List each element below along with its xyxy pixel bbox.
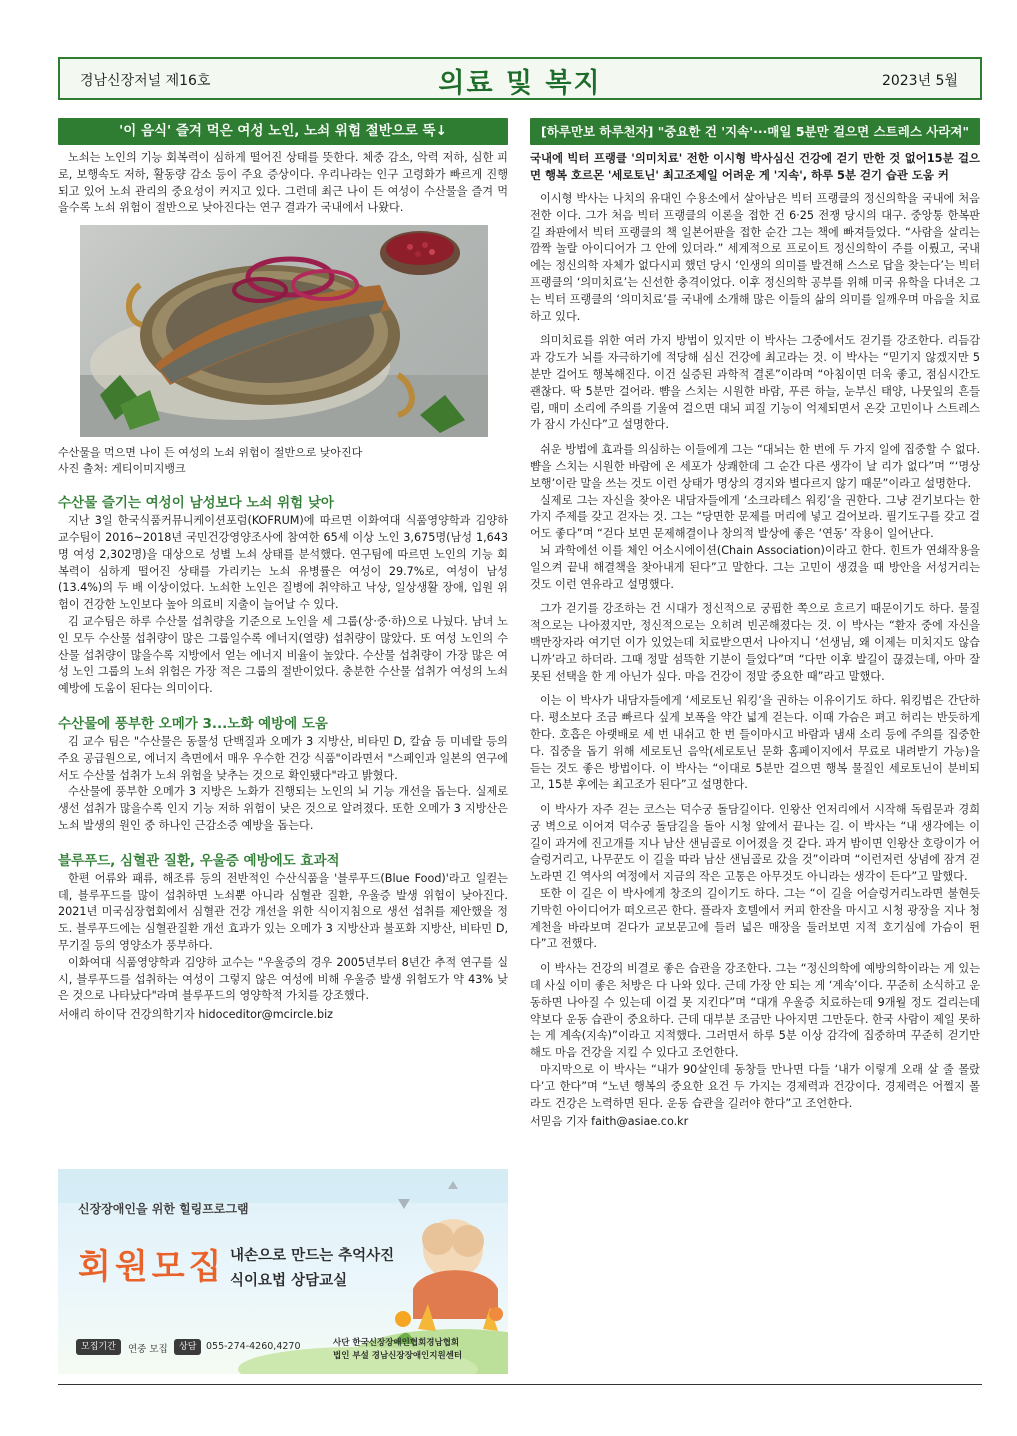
right-paragraph-8: 이 박사가 자주 걷는 코스는 덕수궁 돌담길이다. 인왕산 언저리에서 시작해 독립문과 경희궁 벽으로 이어져 덕수궁 돌담길을 돌아 시청 앞에서 끝나는 길. 이 박사는 “내 생각에는 이 길이 과거에 진고개를 지나 남산 샌님골로 이어졌을 것 같다. 과거 밤이면 인왕산 호랑이가 어슬렁거리고, 나무꾼도 이 길을 따라 남산 샌님골로 갔을 것”이라며 “이런저런 상념에 잠겨 걷노라면 긴 역사의 여정에서 지금의 작은 고통은 아무것도 아니라는 생각이 든다”고 말했다.	[530, 803, 980, 884]
section3-paragraph-1: 한편 어류와 패류, 해조류 등의 전반적인 수산식품을 '블루푸드(Blue Food)'라고 일컫는데, 블루푸드를 많이 섭취하면 노쇠뿐 아니라 심혈관 질환, 우울증 발생 위험이 낮아진다. 2021년 미국심장협회에서 심혈관 건강 개선을 위한 식이지침으로 생선 섭취를 제안했을 정도. 블루푸드에는 심혈관질환 개선 효과가 있는 오메가 3 지방산과 불포화 지방산, 비타민 D, 무기질 등의 영양소가 풍부하다.	[58, 871, 508, 952]
right-byline: 서믿음 기자 faith@asiae.co.kr	[530, 1115, 689, 1129]
right-headline-banner: [하루만보 하루천자] "중요한 건 '지속'···매일 5분만 걸으면 스트레스 사라져"	[530, 118, 980, 145]
right-paragraph-10: 이 박사는 건강의 비결로 좋은 습관을 강조한다. 그는 “정신의학에 예방의학이라는 게 있는데 사실 이미 좋은 처방은 다 나와 있다. 근데 가장 안 되는 게 ‘계속’이다. 꾸준히 소식하고 운동하면 나아질 수 있는데 이걸 못 지킨다”며 “대개 우울증 치료하는데 9개월 정도 걸리는데 약보다 운동 습관이 중요하다. 근데 대부분 조금만 나아지면 그만둔다. 한국 사람이 제일 못하는 게 계속(지속)”이라고 지적했다. 그러면서 하루 5분 이상 감각에 집중하며 꾸준히 걷기만 해도 마음 건강을 지킬 수 있다고 조언한다.	[530, 962, 980, 1060]
page-header	[58, 57, 982, 100]
left-headline-banner: '이 음식' 즐겨 먹은 여성 노인, 노쇠 위험 절반으로 뚝↓	[58, 118, 508, 145]
subheading-1: 수산물 즐기는 여성이 남성보다 노쇠 위험 낮아	[58, 495, 334, 512]
right-paragraph-11: 마지막으로 이 박사는 “내가 90살인데 동창들 만나면 다들 ‘내가 이렇게 오래 살 줄 몰랐다’고 한다”며 “노년 행복의 중요한 요건 두 가지는 경제력과 건강이다. 경제력은 어쩔지 몰라도 건강은 노력하면 된다. 운동 습관을 길러야 한다”고 조언한다.	[530, 1063, 980, 1110]
subheading-3: 블루푸드, 심혈관 질환, 우울증 예방에도 효과적	[58, 852, 340, 869]
ad-program-1: 내손으로 만드는 추억사진	[230, 1248, 395, 1264]
right-paragraph-1: 이시형 박사는 나치의 유대인 수용소에서 살아남은 빅터 프랭클의 정신의학을 국내에 처음 전한 이다. 그가 처음 빅터 프랭클의 이론을 접한 건 6·25 전쟁 당시의 대구. 중앙통 한복판 길 좌판에서 빅터 프랭클의 책 일본어판을 접한 순간 그는 책에 빠져들었다. “사람을 살리는 깜짝 놀랄 아이디어가 그 안에 있더라.” 세계적으로 프로이트 정신의학이 주를 이뤘고, 국내에는 정신의학 자체가 없다시피 했던 당시 ‘인생의 의미를 발견해 스스로 답을 찾는다’는 빅터 프랭클의 ‘의미치료’는 신선한 충격이었다. 이후 정신의학 공부를 위해 미국 유학을 다녀온 그는 빅터 프랭클의 ‘의미치료’를 국내에 소개해 많은 이들의 삶의 의미를 일깨우며 마음을 치료하고 있다.	[530, 192, 980, 323]
photo-credit: 사진 출처: 게티이미지뱅크	[58, 462, 186, 476]
subheading-2: 수산물에 풍부한 오메가 3...노화 예방에 도움	[58, 715, 328, 732]
journal-issue: 경남신장저널 제16호	[80, 73, 211, 89]
photo-caption-text: 수산물을 먹으면 나이 든 여성의 노쇠 위험이 절반으로 낮아진다	[58, 446, 363, 460]
fish-dish-illustration	[80, 225, 488, 437]
recruitment-ad	[58, 1169, 508, 1374]
right-deck: 국내에 빅터 프랭클 '의미치료' 전한 이시형 박사심신 건강에 걷기 만한 것 없어15분 걸으면 행복 호르몬 '세로토닌' 최고조제일 어려운 게 '지속', 하루 5분 걷기 습관 도움 커	[530, 151, 980, 182]
ad-organization-2: 법인 부설 경남신장장애인지원센터	[333, 1351, 463, 1361]
right-paragraph-6: 그가 걷기를 강조하는 건 시대가 정신적으로 궁핍한 쪽으로 흐르기 때문이기도 하다. 물질적으로는 나아졌지만, 정신적으로는 오히려 빈곤해졌다는 것. 이 박사는 “환자 중에 자신을 백만장자라 여기던 이가 있었는데 치료받으면서 나아지니 ‘선생님, 왜 이제는 미치지도 않습니까’라고 하더라. 그때 정말 섬뜩한 기분이 들었다”며 “다만 이후 발길이 끊겼는데, 아마 잘못된 선택을 한 게 아닌가 싶다. 마음 건강이 정말 중요한 때”라고 말했다.	[530, 602, 980, 683]
left-byline: 서애리 하이닥 건강의학기자 hidoceditor@mcircle.biz	[58, 1008, 334, 1022]
right-paragraph-7: 이는 이 박사가 내담자들에게 ‘세로토닌 워킹’을 권하는 이유이기도 하다. 워킹법은 간단하다. 평소보다 조금 빠르다 싶게 보폭을 약간 넓게 걷는다. 이때 가슴은 펴고 허리는 반듯하게 한다. 호흡은 아랫배로 세 번 내쉬고 한 번 들이마시고 바람과 냄새 소리 등에 주의를 집중한다. 집중을 돕기 위해 세로토닌 음악(세로토닌 문화 홈페이지에서 무료로 내려받기 가능)을 듣는 것도 좋은 방법이다. 이 박사는 “이대로 5분만 걸으면 행복 물질인 세로토닌이 분비되고, 15분 후에는 최고조가 된다”고 설명한다.	[530, 694, 980, 792]
left-article	[58, 118, 508, 1023]
ad-period-label: 모집기간	[76, 1339, 121, 1355]
fish-dish-photo	[80, 225, 488, 437]
ad-period: 연중 모집	[128, 1344, 168, 1355]
right-paragraph-5: 뇌 과학에선 이를 체인 어소시에이션(Chain Association)이라고 한다. 힌트가 연쇄작용을 일으켜 끝내 해결책을 찾아내게 된다”고 말한다. 그는 고민이 생겼을 때 방안을 서성거리는 것도 이런 연유라고 설명했다.	[530, 543, 980, 591]
section3-paragraph-2: 이화여대 식품영양학과 김양하 교수는 "우울증의 경우 2005년부터 8년간 추적 연구를 실시, 블루푸드를 섭취하는 여성이 그렇지 않은 여성에 비해 우울증 발생 위험도가 약 43% 낮은 것으로 나타났다"라며 블루푸드의 영양학적 가치를 강조했다.	[58, 955, 508, 1003]
ad-program-title: 신장장애인을 위한 힐링프로그램	[78, 1202, 249, 1216]
right-paragraph-2: 의미치료를 위한 여러 가지 방법이 있지만 이 박사는 그중에서도 걷기를 강조한다. 리듬감과 강도가 뇌를 자극하기에 적당해 심신 건강에 최고라는 것. 이 박사는 “믿기지 않겠지만 5분만 걸어도 행복해진다. 이건 실증된 과학적 결론”이라며 “아침이면 더욱 좋고, 점심시간도 괜찮다. 딱 5분만 걸어라. 뺨을 스치는 시원한 바람, 푸른 하늘, 눈부신 태양, 나뭇잎의 흔들림, 매미 소리에 주의를 기울여 걸으면 대뇌 피질 기능이 억제되면서 온갖 고민이나 스트레스가 잠시 가신다”고 설명한다.	[530, 334, 980, 432]
photo-caption	[58, 445, 508, 477]
issue-date: 2023년 5월	[881, 73, 958, 89]
right-article	[530, 118, 980, 1130]
ad-phone-label: 상담	[174, 1339, 201, 1355]
right-paragraph-3: 쉬운 방법에 효과를 의심하는 이들에게 그는 “대뇌는 한 번에 두 가지 일에 집중할 수 없다. 뺨을 스치는 시원한 바람에 온 세포가 상쾌한데 그 순간 다른 생각이 날 리가 없다”며 “‘명상 보행’이란 말을 쓰는 것도 이런 상태가 명상의 경지와 별다르지 않기 때문”이라고 설명한다.	[530, 443, 980, 490]
section-title: 의료 및 복지	[438, 68, 602, 99]
section2-paragraph-1: 김 교수 팀은 "수산물은 동물성 단백질과 오메가 3 지방산, 비타민 D, 칼슘 등 미네랄 등의 주요 공급원으로, 에너지 측면에서 매우 우수한 건강 식품"이라면서 "스페인과 일본의 연구에서도 수산물 섭취가 노쇠 위험을 낮추는 것으로 확인됐다"라고 밝혔다.	[58, 734, 508, 782]
ad-main-title: 회원모집	[78, 1247, 226, 1287]
ad-organization-1: 사단 한국신장장애인협회경남협회	[333, 1338, 460, 1348]
ad-program-2: 식이요법 상담교실	[230, 1273, 348, 1289]
section1-paragraph-1: 지난 3일 한국식품커뮤니케이션포럼(KOFRUM)에 따르면 이화여대 식품영양학과 김양하 교수팀이 2016~2018년 국민건강영양조사에 참여한 65세 이상 노인 3,675명(남성 1,643명 여성 2,302명)을 대상으로 성별 노쇠 상태를 분석했다. 연구팀에 따르면 노인의 기능 회복력이 심하게 떨어진 상태를 가리키는 노쇠 유병률은 여성이 29.7%로, 여성이 남성(13.4%)의 두 배 이상이었다. 노쇠한 노인은 질병에 취약하고 낙상, 일상생활 장애, 입원 위험이 건강한 노인보다 높아 의료비 지출이 늘어날 수 있다.	[58, 514, 508, 612]
section2-paragraph-2: 수산물에 풍부한 오메가 3 지방은 노화가 진행되는 노인의 뇌 기능 개선을 돕는다. 실제로 생선 섭취가 많을수록 인지 기능 저하 위험이 낮은 것으로 알려졌다. 또한 오메가 3 지방산은 노쇠 발생의 원인 중 하나인 근감소증 예방을 돕는다.	[58, 785, 508, 832]
footer-rule	[58, 1384, 982, 1385]
ad-phone: 055-274-4260,4270	[206, 1341, 301, 1352]
section1-paragraph-2: 김 교수팀은 하루 수산물 섭취량을 기준으로 노인을 세 그룹(상·중·하)으로 나눴다. 남녀 노인 모두 수산물 섭취량이 많은 그룹일수록 에너지(열량) 섭취량이 많았다. 또 여성 노인의 수산물 섭취량이 많을수록 지방에서 얻는 에너지 비율이 높았다. 수산물 섭취량이 가장 많은 여성 노인 그룹의 노쇠 위험은 가장 적은 그룹의 절반이었다. 충분한 수산물 섭취가 여성의 노쇠 예방에 도움이 된다는 의미이다.	[58, 614, 508, 696]
left-lead-paragraph: 노쇠는 노인의 기능 회복력이 심하게 떨어진 상태를 뜻한다. 체중 감소, 악력 저하, 심한 피로, 보행속도 저하, 활동량 감소 등이 주요 증상이다. 우리나라는 인구 고령화가 빠르게 진행되고 있어 노쇠 관리의 중요성이 커지고 있다. 그런데 최근 나이 든 여성이 수산물을 즐겨 먹을수록 노쇠 위험이 절반으로 낮아진다는 연구 결과가 국내에서 나왔다.	[58, 151, 508, 215]
right-paragraph-4: 실제로 그는 자신을 찾아온 내담자들에게 ‘소크라테스 워킹’을 권한다. 그냥 걷기보다는 한 가지 주제를 갖고 걷자는 것. 그는 “당면한 문제를 머리에 넣고 걸어보라. 필기도구를 갖고 걸어도 좋다”며 “걷다 보면 문제해결이나 창의적 발상에 좋은 ‘연동’ 작용이 일어난다.	[530, 493, 980, 541]
right-paragraph-9: 또한 이 길은 이 박사에게 창조의 길이기도 하다. 그는 “이 길을 어슬렁거리노라면 불현듯 기막힌 아이디어가 떠오르곤 한다. 플라자 호텔에서 커피 한잔을 마시고 시청 광장을 지나 청계천을 바라보며 걷다가 교보문고에 들러 넓은 매장을 둘러보면 지적 호기심에 가슴이 뛴다”고 전했다.	[530, 887, 980, 951]
